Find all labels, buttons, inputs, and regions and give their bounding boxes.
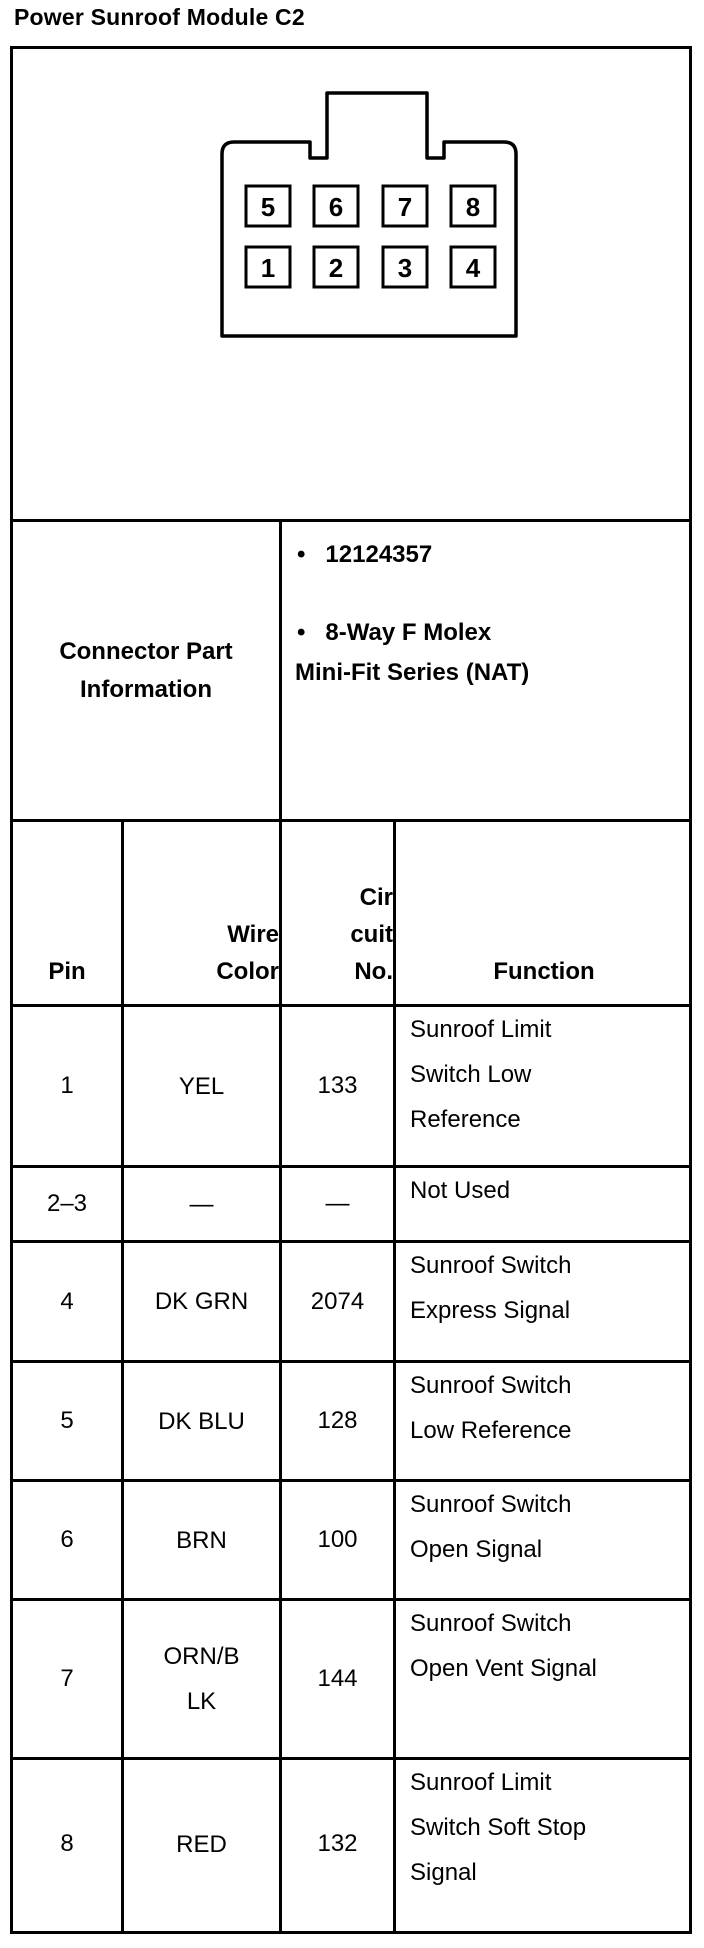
bullet-icon: •: [297, 541, 306, 568]
table-cell-text: —: [189, 1190, 214, 1218]
pin-number-label: 5: [260, 192, 276, 222]
table-cell-circuit: [282, 1601, 393, 1757]
table-cell-text: Switch Soft Stop: [410, 1814, 587, 1841]
table-cell-text: LK: [186, 1688, 217, 1715]
table-cell-text: 7: [60, 1665, 74, 1692]
table-cell-text: 100: [317, 1526, 358, 1553]
table-cell-text: 128: [317, 1407, 358, 1434]
pin-number-label: 6: [328, 192, 344, 222]
table-cell-pin: [13, 1168, 121, 1240]
table-cell-text: Low Reference: [410, 1417, 572, 1444]
table-cell-text: 2–3: [46, 1190, 88, 1217]
table-cell-text: Switch Low: [410, 1061, 532, 1088]
pin-number-label: 1: [260, 253, 276, 283]
pin-number-label: 3: [397, 253, 413, 283]
table-cell-text: Sunroof Switch: [410, 1372, 572, 1399]
table-cell-pin: [13, 1363, 121, 1479]
table-cell-text: Not Used: [410, 1177, 511, 1204]
table-cell-circuit: [282, 1482, 393, 1598]
pin-number-label: 8: [465, 192, 481, 222]
table-cell-text: Open Signal: [410, 1536, 543, 1563]
header-function: Function: [493, 958, 595, 985]
table-cell-text: Sunroof Switch: [410, 1252, 572, 1279]
table-cell-text: Sunroof Limit: [410, 1016, 552, 1043]
pin-number-label: 4: [465, 253, 481, 283]
table-cell-text: 133: [317, 1072, 358, 1099]
table-cell-text: Reference: [410, 1106, 521, 1133]
table-cell-color: [124, 1007, 279, 1165]
table-cell-color: [124, 1482, 279, 1598]
table-cell-function: [396, 1482, 692, 1598]
table-cell-text: DK BLU: [158, 1407, 245, 1435]
pin-boxes: [246, 186, 495, 287]
table-cell-text: 1: [60, 1072, 74, 1099]
table-cell-pin: [13, 1243, 121, 1360]
table-cell-text: 4: [60, 1287, 74, 1315]
table-cell-function: [396, 1363, 692, 1479]
table-cell-text: 2074: [310, 1287, 365, 1315]
table-cell-function: [396, 1168, 692, 1240]
table-cell-text: Sunroof Switch: [410, 1610, 572, 1637]
pin-number-label: 2: [328, 253, 344, 283]
table-cell-text: 6: [60, 1526, 74, 1553]
table-cell-function: [396, 1243, 692, 1360]
table-cell-function: [396, 1007, 692, 1165]
header-wire-color: Wire Color: [216, 921, 279, 985]
table-cell-text: 5: [60, 1407, 74, 1434]
header-pin: Pin: [48, 958, 86, 985]
table-cell-circuit: [282, 1363, 393, 1479]
table-cell-color: [124, 1243, 279, 1360]
table-cell-function: [396, 1601, 692, 1757]
table-cell-color: [124, 1168, 279, 1240]
table-cell-text: 132: [317, 1830, 358, 1857]
table-cell-color: [124, 1601, 279, 1757]
table-cell-pin: [13, 1760, 121, 1928]
pin-number-label: 7: [397, 192, 413, 222]
table-cell-text: BRN: [176, 1526, 227, 1554]
table-cell-circuit: [282, 1168, 393, 1240]
connector-type-line1: 8-Way F Molex: [325, 619, 492, 646]
table-cell-color: [124, 1363, 279, 1479]
table-cell-text: Open Vent Signal: [410, 1655, 597, 1682]
table-cell-text: 8: [60, 1830, 74, 1857]
table-cell-circuit: [282, 1760, 393, 1928]
table-cell-text: Express Signal: [410, 1297, 571, 1324]
part-number: 12124357: [325, 541, 433, 568]
table-cell-circuit: [282, 1243, 393, 1360]
table-cell-pin: [13, 1007, 121, 1165]
part-info-label-line2: Information: [80, 675, 212, 703]
table-cell-text: Sunroof Switch: [410, 1491, 572, 1518]
table-cell-text: 144: [317, 1665, 358, 1692]
table-cell-text: YEL: [178, 1072, 225, 1100]
table-cell-text: Sunroof Limit: [410, 1769, 552, 1796]
table-cell-pin: [13, 1482, 121, 1598]
table-cell-text: DK GRN: [154, 1288, 249, 1315]
part-info-values: [297, 535, 529, 693]
part-info-label: [13, 522, 279, 819]
table-cell-color: [124, 1760, 279, 1928]
table-cell-text: —: [325, 1190, 350, 1217]
bullet-icon: •: [297, 619, 306, 646]
table-cell-function: [396, 1760, 692, 1928]
table-cell-circuit: [282, 1007, 393, 1165]
table-cell-text: RED: [176, 1830, 227, 1858]
part-info-label-line1: Connector Part: [59, 637, 233, 665]
table-cell-pin: [13, 1601, 121, 1757]
table-cell-text: ORN/B: [163, 1643, 240, 1670]
connector-type-line2: Mini-Fit Series (NAT): [295, 659, 530, 686]
page-title: Power Sunroof Module C2: [14, 4, 305, 30]
connector-diagram: [0, 0, 704, 520]
table-cell-text: Signal: [410, 1859, 477, 1886]
header-circuit: Cir cuit No.: [350, 884, 393, 985]
